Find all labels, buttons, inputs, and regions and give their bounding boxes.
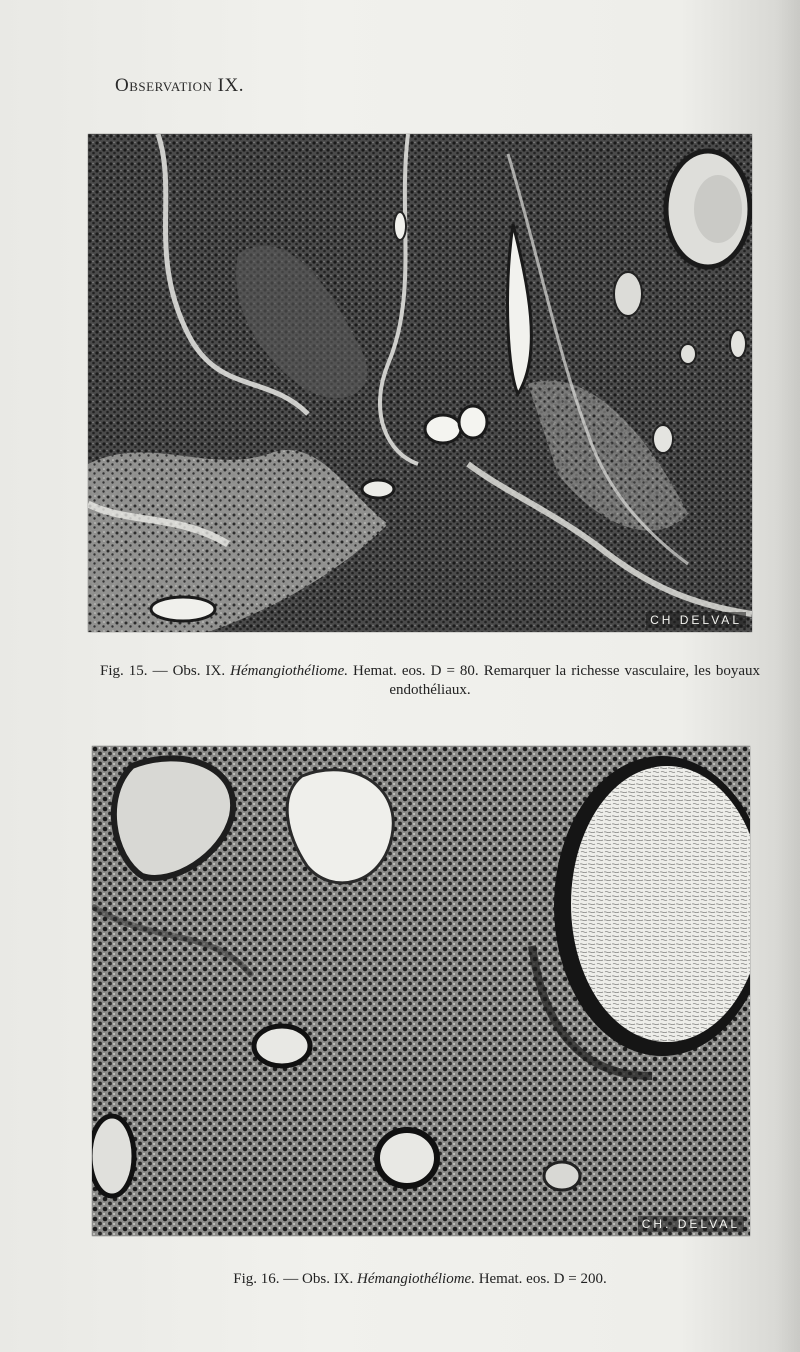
figure-16-caption [100,1270,740,1289]
caption-15-prefix: Fig. 15. — Obs. IX. [100,663,231,679]
caption-15-details: Hemat. eos. D = 80. Remarquer la richesse vasculaire, les boyaux endothéliaux. [348,663,760,698]
caption-16-diagnosis: Hémangiothéliome. [357,1271,475,1287]
engraver-signature: CH. DELVAL [638,1216,744,1232]
caption-16-details: Hemat. eos. D = 200. [474,1271,607,1287]
micrograph-image-15 [88,134,752,632]
figure-16-micrograph [92,746,750,1236]
running-head: Observation IX. [115,75,244,96]
figure-15-caption [100,662,760,700]
engraver-signature: CH DELVAL [646,612,746,628]
micrograph-image-16 [92,746,750,1236]
caption-16-prefix: Fig. 16. — Obs. IX. [233,1271,358,1287]
caption-15-diagnosis: Hémangiothéliome. [230,663,349,679]
figure-15-micrograph [88,134,752,632]
